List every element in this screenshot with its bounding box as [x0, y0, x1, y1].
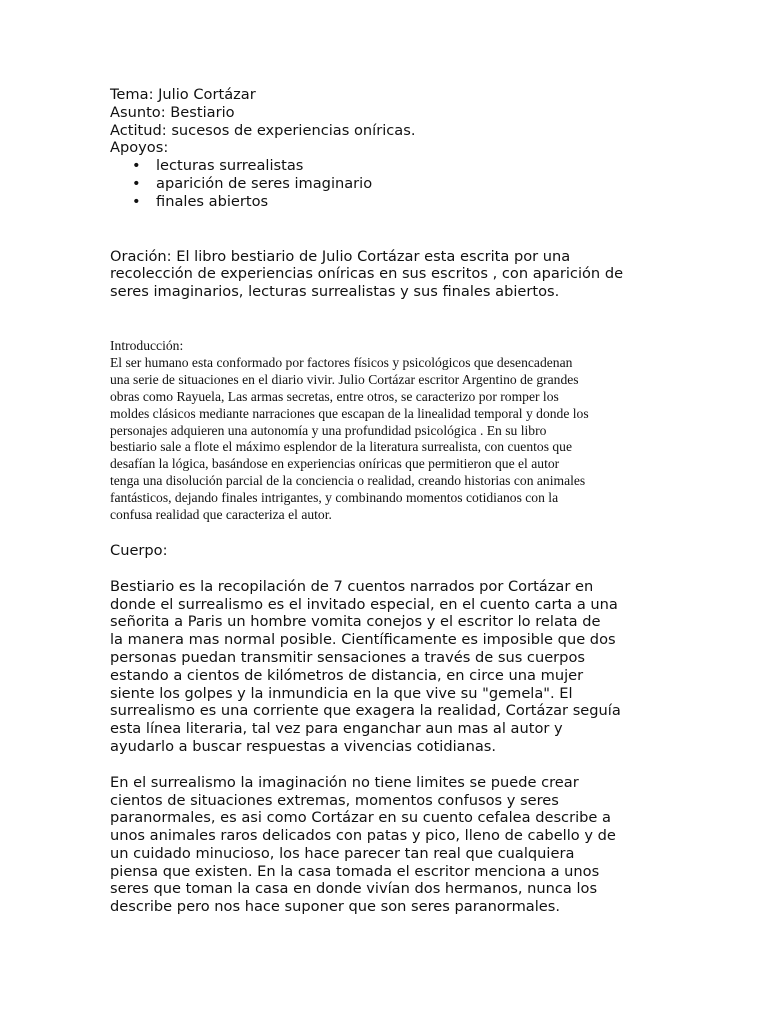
list-item-text: lecturas surrealistas [156, 157, 304, 175]
apoyos-label: Apoyos: [110, 139, 169, 157]
text-line: personas puedan transmitir sensaciones a través de sus cuerpos [110, 648, 585, 666]
introduccion-heading: Introducción: [110, 337, 184, 353]
text-line: bestiario sale a flote el máximo esplendor de la literatura surrealista, con cuentos que [110, 439, 573, 455]
text-line: señorita a Paris un hombre vomita conejos y el escritor lo relata de [110, 613, 601, 631]
text-line: En el surrealismo la imaginación no tiene limites se puede crear [110, 773, 579, 791]
text-line: una serie de situaciones en el diario vivir. Julio Cortázar escritor Argentino de grandes [110, 371, 579, 387]
text-line: moldes clásicos mediante narraciones que escapan de la linealidad temporal y donde los [110, 405, 589, 421]
text-line: El ser humano esta conformado por factores físicos y psicológicos que desencadenan [110, 354, 573, 370]
asunto-line: Asunto: Bestiario [110, 103, 235, 121]
bullet-icon: • [132, 174, 141, 192]
bullet-icon: • [132, 157, 141, 175]
text-line: Bestiario es la recopilación de 7 cuentos narrados por Cortázar en [110, 577, 594, 595]
cuerpo-paragraph-1 [110, 578, 658, 756]
text-line: seres que toman la casa en donde vivían dos hermanos, nunca los [110, 880, 598, 898]
cuerpo-heading: Cuerpo: [110, 541, 168, 559]
text-line: tenga una disolución parcial de la conciencia o realidad, creando historias con animales [110, 473, 586, 489]
list-item-text: finales abiertos [156, 192, 269, 210]
text-line: siente los golpes y la inmundicia en la que vive su "gemela". El [110, 684, 573, 702]
cuerpo-paragraph-2 [110, 774, 658, 916]
text-line: ayudarlo a buscar respuestas a vivencias cotidianas. [110, 737, 497, 755]
text-line: unos animales raros delicados con patas y pico, lleno de cabello y de [110, 827, 616, 845]
list-item-text: aparición de seres imaginario [156, 174, 373, 192]
document-page [110, 86, 658, 916]
cuerpo-section [110, 542, 658, 916]
text-line: obras como Rayuela, Las armas secretas, entre otros, se caracterizo por romper los [110, 388, 559, 404]
bullet-icon: • [132, 192, 141, 210]
header-block [110, 86, 658, 211]
text-line: piensa que existen. En la casa tomada el escritor menciona a unos [110, 862, 600, 880]
text-line: estando a cientos de kilómetros de distancia, en circe una mujer [110, 666, 584, 684]
text-line: paranormales, es asi como Cortázar en su cuento cefalea describe a [110, 809, 611, 827]
introduccion-section [110, 338, 658, 524]
text-line: recolección de experiencias oníricas en sus escritos , con aparición de [110, 265, 624, 283]
text-line: personajes adquieren una autonomía y una profundidad psicológica . En su libro [110, 422, 547, 438]
text-line: la manera mas normal posible. Científicamente es imposible que dos [110, 631, 616, 649]
text-line: un cuidado minucioso, los hace parecer tan real que cualquiera [110, 844, 575, 862]
text-line: desafían la lógica, basándose en experiencias oníricas que permitieron que el autor [110, 456, 560, 472]
tema-line: Tema: Julio Cortázar [110, 86, 256, 103]
text-line: surrealismo es una corriente que exagera la realidad, Cortázar seguía [110, 702, 621, 720]
list-item [110, 175, 658, 193]
text-line: esta línea literaria, tal vez para enganchar aun mas al autor y [110, 720, 563, 738]
text-line: cientos de situaciones extremas, momentos confusos y seres [110, 791, 559, 809]
text-line: donde el surrealismo es el invitado especial, en el cuento carta a una [110, 595, 618, 613]
text-line: fantásticos, dejando finales intrigantes, y combinando momentos cotidianos con la [110, 490, 559, 506]
apoyos-list [110, 157, 658, 210]
text-line: describe pero nos hace suponer que son seres paranormales. [110, 898, 560, 916]
list-item [110, 193, 658, 211]
list-item [110, 157, 658, 175]
text-line: Oración: El libro bestiario de Julio Cortázar esta escrita por una [110, 247, 571, 265]
text-line: seres imaginarios, lecturas surrealistas y sus finales abiertos. [110, 283, 560, 301]
actitud-line: Actitud: sucesos de experiencias oníricas. [110, 121, 416, 139]
oracion-paragraph [110, 248, 658, 301]
text-line: confusa realidad que caracteriza el autor. [110, 507, 332, 523]
